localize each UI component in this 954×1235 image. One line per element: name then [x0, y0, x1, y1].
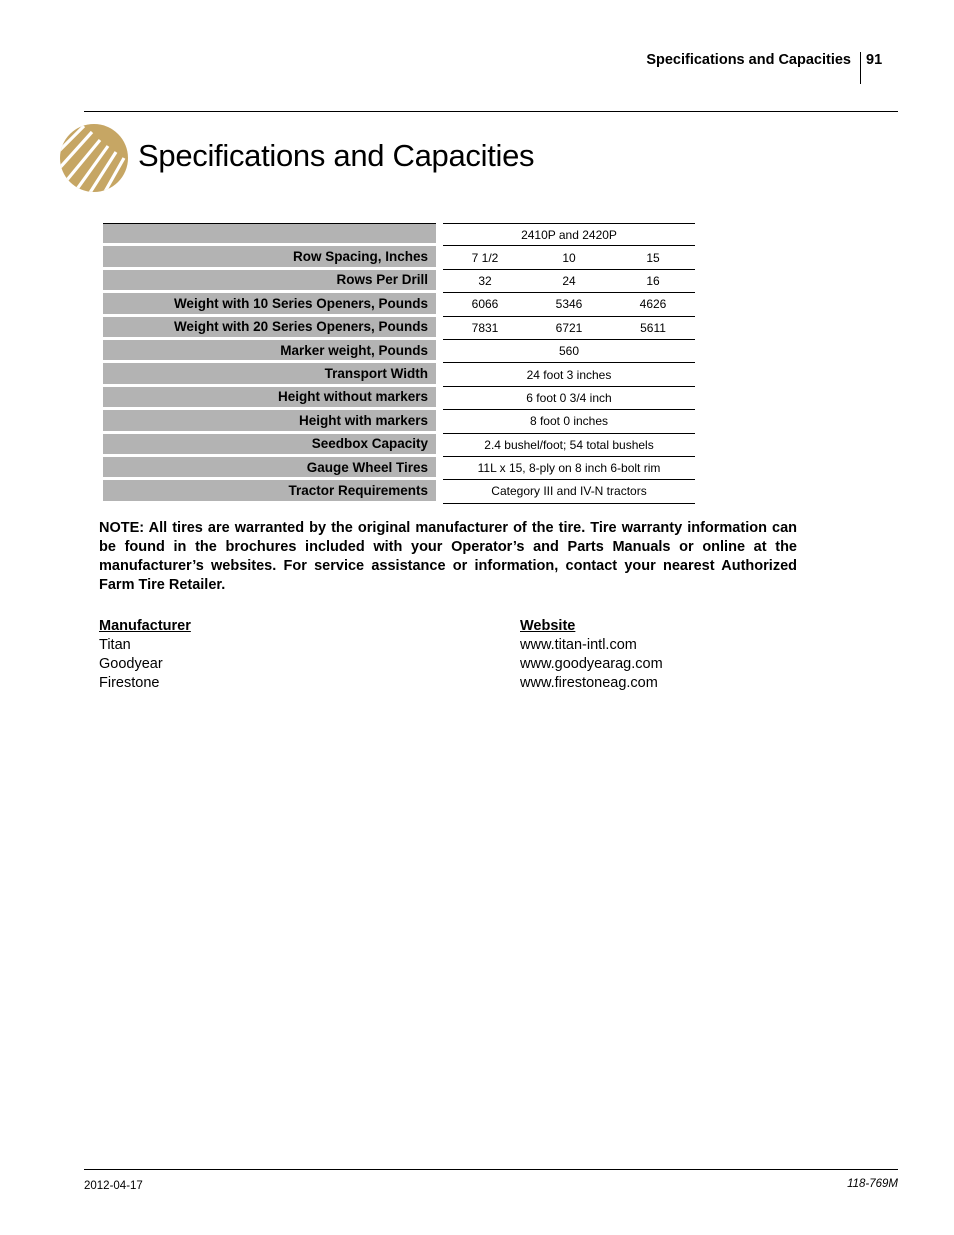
- row-values: [443, 363, 695, 386]
- row-label: Row Spacing, Inches: [103, 246, 436, 269]
- row-label: Height without markers: [103, 387, 436, 410]
- row-values: [443, 434, 695, 457]
- row-values: [443, 317, 695, 340]
- table-row: [103, 317, 695, 340]
- row-label: Gauge Wheel Tires: [103, 457, 436, 480]
- cell-value: 4626: [639, 297, 667, 312]
- cell-value: 10: [562, 250, 576, 265]
- cell-value: 15: [646, 250, 660, 265]
- website-link[interactable]: www.goodyearag.com: [520, 656, 663, 672]
- website-column: [520, 617, 663, 693]
- header-divider: [860, 52, 861, 84]
- manufacturer-name: Firestone: [99, 675, 160, 691]
- tire-warranty-note: NOTE: All tires are warranted by the original manufacturer of the tire. Tire warranty information can be found in the brochures included with your Operator’s and Parts Manuals or online at the manufacturer’s websites. For service assistance or information, contact your nearest Authorized Farm Tire Retailer.: [99, 520, 797, 593]
- row-values: [443, 246, 695, 269]
- manufacturer-header: Manufacturer: [99, 618, 191, 634]
- footer-date: 2012-04-17: [84, 1180, 143, 1192]
- row-values: [443, 457, 695, 480]
- row-values: [443, 270, 695, 293]
- model-header: [443, 223, 695, 246]
- header-rule: [84, 111, 898, 112]
- row-label: Rows Per Drill: [103, 270, 436, 293]
- cell-value: 11L x 15, 8-ply on 8 inch 6-bolt rim: [477, 461, 661, 476]
- table-header-row: [103, 223, 695, 246]
- manufacturer-name: Titan: [99, 637, 131, 653]
- cell-value: Category III and IV-N tractors: [491, 484, 647, 499]
- row-label: Weight with 20 Series Openers, Pounds: [103, 317, 436, 340]
- row-label: Seedbox Capacity: [103, 434, 436, 457]
- page-number: 91: [866, 52, 883, 68]
- table-row: [103, 480, 695, 503]
- table-row: [103, 434, 695, 457]
- footer-rule: [84, 1169, 898, 1170]
- cell-value: 7 1/2: [471, 250, 499, 265]
- cell-value: 32: [478, 273, 492, 288]
- row-values: [443, 410, 695, 433]
- table-row: [103, 387, 695, 410]
- row-values: [443, 340, 695, 363]
- table-row: [103, 410, 695, 433]
- row-label: Marker weight, Pounds: [103, 340, 436, 363]
- gold-stripe-circle-logo-icon: [58, 122, 130, 194]
- table-row: [103, 457, 695, 480]
- cell-value: 24: [562, 273, 576, 288]
- cell-value: 8 foot 0 inches: [529, 414, 609, 429]
- manufacturer-column: [99, 617, 191, 693]
- cell-value: 24 foot 3 inches: [526, 367, 612, 382]
- table-header-blank: [103, 223, 436, 246]
- cell-value: 6066: [471, 297, 499, 312]
- table-row: [103, 340, 695, 363]
- cell-value: 6721: [555, 320, 583, 335]
- row-values: [443, 480, 695, 503]
- row-label: Tractor Requirements: [103, 480, 436, 503]
- cell-value: 5346: [555, 297, 583, 312]
- website-header: Website: [520, 618, 576, 634]
- page-title: Specifications and Capacities: [138, 138, 535, 173]
- cell-value: 16: [646, 273, 660, 288]
- table-row: [103, 270, 695, 293]
- table-row: [103, 246, 695, 269]
- row-values: [443, 293, 695, 316]
- cell-value: 560: [558, 344, 580, 359]
- footer-document-number: 118-769M: [847, 1178, 898, 1190]
- cell-value: 6 foot 0 3/4 inch: [526, 390, 612, 405]
- row-label: Weight with 10 Series Openers, Pounds: [103, 293, 436, 316]
- row-values: [443, 387, 695, 410]
- row-label: Height with markers: [103, 410, 436, 433]
- cell-value: 5611: [640, 320, 666, 335]
- specifications-table: [103, 223, 695, 504]
- running-header-title: Specifications and Capacities: [646, 52, 851, 68]
- website-link[interactable]: www.firestoneag.com: [520, 675, 658, 691]
- row-label: Transport Width: [103, 363, 436, 386]
- cell-value: 2.4 bushel/foot; 54 total bushels: [484, 437, 654, 452]
- website-link[interactable]: www.titan-intl.com: [520, 637, 637, 653]
- table-row: [103, 293, 695, 316]
- manufacturer-name: Goodyear: [99, 656, 163, 672]
- model-header-text: 2410P and 2420P: [521, 227, 617, 242]
- cell-value: 7831: [471, 320, 499, 335]
- table-row: [103, 363, 695, 386]
